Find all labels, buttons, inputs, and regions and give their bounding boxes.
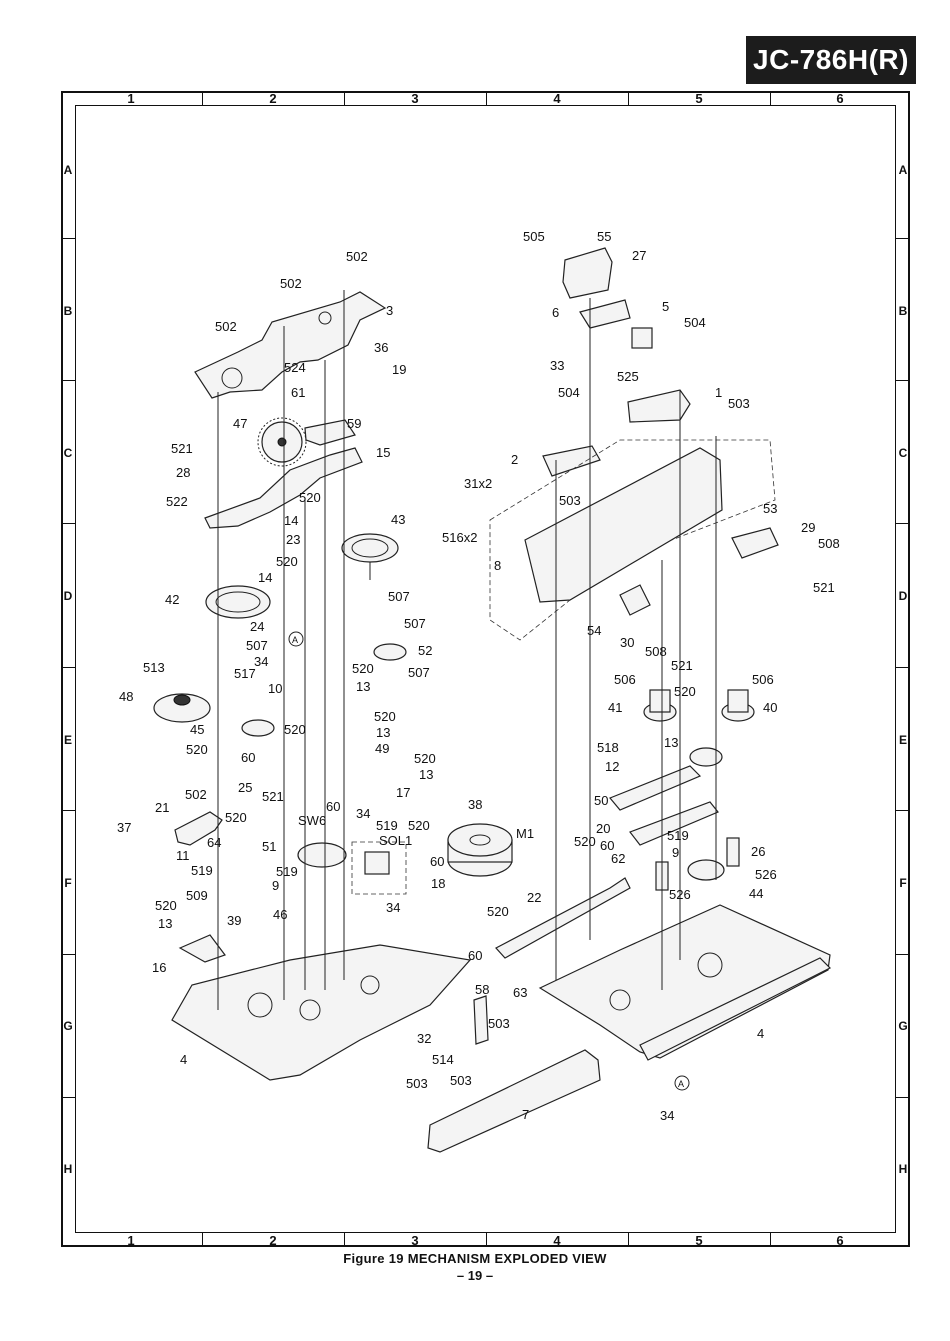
part-label-44: 44 bbox=[749, 886, 764, 901]
grid-row-left-C: C bbox=[63, 446, 73, 460]
part-label-507: 507 bbox=[404, 616, 426, 631]
disc-52-part bbox=[374, 644, 406, 660]
grid-row-left-G: G bbox=[63, 1019, 73, 1033]
grid-row-left-H: H bbox=[63, 1162, 73, 1176]
grid-row-right-B: B bbox=[898, 304, 908, 318]
part-label-505: 505 bbox=[523, 229, 545, 244]
figure-caption: Figure 19 MECHANISM EXPLODED VIEW bbox=[343, 1251, 607, 1266]
part-label-520: 520 bbox=[155, 898, 177, 913]
part-label-520: 520 bbox=[284, 722, 306, 737]
part-label-37: 37 bbox=[117, 820, 132, 835]
grid-col-top-5: 5 bbox=[695, 91, 703, 106]
part-label-31x2: 31x2 bbox=[464, 476, 493, 491]
grid-row-left-A: A bbox=[63, 163, 73, 177]
part-5 bbox=[632, 328, 652, 348]
part-label-502: 502 bbox=[185, 787, 207, 802]
part-label-A: A bbox=[678, 1079, 685, 1089]
part-label-53: 53 bbox=[763, 501, 778, 516]
part-2 bbox=[543, 446, 600, 476]
part-label-11: 11 bbox=[176, 848, 190, 863]
part-label-520: 520 bbox=[487, 904, 509, 919]
part-label-503: 503 bbox=[406, 1076, 428, 1091]
part-label-15: 15 bbox=[376, 445, 391, 460]
part-label-508: 508 bbox=[645, 644, 667, 659]
part-label-502: 502 bbox=[346, 249, 368, 264]
part-label-26: 26 bbox=[751, 844, 766, 859]
part-label-42: 42 bbox=[165, 592, 180, 607]
part-label-34: 34 bbox=[356, 806, 371, 821]
part-label-519: 519 bbox=[191, 863, 213, 878]
grid-col-top-2: 2 bbox=[269, 91, 277, 106]
part-label-517: 517 bbox=[234, 666, 256, 681]
grid-col-bottom-2: 2 bbox=[269, 1233, 277, 1248]
part-label-16: 16 bbox=[152, 960, 167, 975]
part-label-508: 508 bbox=[818, 536, 840, 551]
part-label-520: 520 bbox=[225, 810, 247, 825]
part-label-514: 514 bbox=[432, 1052, 454, 1067]
part-label-516x2: 516x2 bbox=[442, 530, 478, 545]
grid-col-bottom-5: 5 bbox=[695, 1233, 703, 1248]
part-label-522: 522 bbox=[166, 494, 188, 509]
part-label-54: 54 bbox=[587, 623, 602, 638]
part-label-506: 506 bbox=[752, 672, 774, 687]
grid-col-bottom-1: 1 bbox=[127, 1233, 135, 1248]
part-label-520: 520 bbox=[276, 554, 298, 569]
top-plate-part bbox=[195, 292, 385, 398]
part-label-13: 13 bbox=[356, 679, 371, 694]
grid-row-right-G: G bbox=[898, 1019, 908, 1033]
part-label-502: 502 bbox=[215, 319, 237, 334]
part-label-520: 520 bbox=[352, 661, 374, 676]
part-label-20: 20 bbox=[596, 821, 611, 836]
part-label-61: 61 bbox=[291, 385, 306, 400]
page-number: – 19 – bbox=[456, 1268, 494, 1283]
model-number-badge: JC-786H(R) bbox=[746, 36, 916, 84]
grid-col-bottom-4: 4 bbox=[553, 1233, 561, 1248]
part-label-507: 507 bbox=[408, 665, 430, 680]
part-label-52: 52 bbox=[418, 643, 433, 658]
part-label-520: 520 bbox=[574, 834, 596, 849]
part-label-2: 2 bbox=[511, 452, 519, 467]
part-label-9: 9 bbox=[672, 845, 680, 860]
part-label-503: 503 bbox=[728, 396, 750, 411]
part-label-46: 46 bbox=[273, 907, 288, 922]
part-label-34: 34 bbox=[660, 1108, 675, 1123]
part-label-521: 521 bbox=[813, 580, 835, 595]
grid-col-top-1: 1 bbox=[127, 91, 135, 106]
part-label-519: 519 bbox=[276, 864, 298, 879]
part-label-503: 503 bbox=[488, 1016, 510, 1031]
part-label-M1: M1 bbox=[516, 826, 535, 841]
part-label-18: 18 bbox=[431, 876, 446, 891]
grid-row-right-E: E bbox=[898, 733, 907, 747]
part-label-521: 521 bbox=[171, 441, 193, 456]
part-label-14: 14 bbox=[284, 513, 299, 528]
part-label-49: 49 bbox=[375, 741, 390, 756]
part-label-17: 17 bbox=[396, 785, 411, 800]
grid-col-bottom-6: 6 bbox=[836, 1233, 844, 1248]
part-label-7: 7 bbox=[522, 1107, 530, 1122]
part-label-526: 526 bbox=[669, 887, 691, 902]
part-label-23: 23 bbox=[286, 532, 301, 547]
part-label-60: 60 bbox=[468, 948, 483, 963]
part-label-5: 5 bbox=[662, 299, 670, 314]
part-label-22: 22 bbox=[527, 890, 542, 905]
part-label-13: 13 bbox=[376, 725, 391, 740]
part-label-51: 51 bbox=[262, 839, 277, 854]
part-label-60: 60 bbox=[600, 838, 615, 853]
part-label-14: 14 bbox=[258, 570, 273, 585]
part-label-41: 41 bbox=[608, 700, 623, 715]
part-label-12: 12 bbox=[605, 759, 620, 774]
gear-part bbox=[690, 748, 722, 766]
head-55-part bbox=[563, 248, 612, 298]
part-label-36: 36 bbox=[374, 340, 389, 355]
part-label-48: 48 bbox=[119, 689, 134, 704]
part-label-513: 513 bbox=[143, 660, 165, 675]
part-label-526: 526 bbox=[755, 867, 777, 882]
rail-22-part bbox=[496, 878, 630, 958]
part-label-503: 503 bbox=[559, 493, 581, 508]
part-label-19: 19 bbox=[392, 362, 407, 377]
solenoid-part bbox=[365, 852, 389, 874]
part-label-60: 60 bbox=[241, 750, 256, 765]
part-label-509: 509 bbox=[186, 888, 208, 903]
part-label-27: 27 bbox=[632, 248, 647, 263]
part-label-13: 13 bbox=[419, 767, 434, 782]
part-label-518: 518 bbox=[597, 740, 619, 755]
grid-col-top-6: 6 bbox=[836, 91, 844, 106]
grid-row-right-A: A bbox=[898, 163, 908, 177]
chassis-left-part bbox=[172, 945, 470, 1080]
part-label-50: 50 bbox=[594, 793, 609, 808]
part-label-9: 9 bbox=[272, 878, 280, 893]
part-label-519: 519 bbox=[376, 818, 398, 833]
part-label-6: 6 bbox=[552, 305, 560, 320]
part-label-45: 45 bbox=[190, 722, 205, 737]
part-label-62: 62 bbox=[611, 851, 626, 866]
plate-50-part bbox=[610, 766, 700, 810]
grid-col-bottom-3: 3 bbox=[411, 1233, 419, 1248]
part-label-1: 1 bbox=[715, 385, 723, 400]
part-label-63: 63 bbox=[513, 985, 528, 1000]
part-label-24: 24 bbox=[250, 619, 265, 634]
part-label-39: 39 bbox=[227, 913, 242, 928]
part-label-34: 34 bbox=[386, 900, 401, 915]
part-label-34: 34 bbox=[254, 654, 269, 669]
part-label-13: 13 bbox=[664, 735, 679, 750]
grid-row-right-D: D bbox=[898, 589, 908, 603]
part-label-525: 525 bbox=[617, 369, 639, 384]
reel-45-part bbox=[242, 720, 274, 736]
part-label-13: 13 bbox=[158, 916, 173, 931]
part-54 bbox=[620, 585, 650, 615]
grid-row-left-F: F bbox=[64, 876, 72, 890]
part-label-SOL1: SOL1 bbox=[379, 833, 413, 848]
part-label-60: 60 bbox=[326, 799, 341, 814]
part-label-524: 524 bbox=[284, 360, 306, 375]
part-label-519: 519 bbox=[667, 828, 689, 843]
part-label-33: 33 bbox=[550, 358, 565, 373]
part-label-55: 55 bbox=[597, 229, 612, 244]
part-label-58: 58 bbox=[475, 982, 490, 997]
part-label-10: 10 bbox=[268, 681, 283, 696]
part-label-64: 64 bbox=[207, 835, 222, 850]
grid-row-left-E: E bbox=[63, 733, 72, 747]
part-label-520: 520 bbox=[408, 818, 430, 833]
part-label-507: 507 bbox=[246, 638, 268, 653]
part-label-520: 520 bbox=[299, 490, 321, 505]
flywheel-43-part bbox=[342, 534, 398, 562]
part-label-4: 4 bbox=[757, 1026, 765, 1041]
grid-col-top-4: 4 bbox=[553, 91, 561, 106]
part-label-521: 521 bbox=[671, 658, 693, 673]
gear-44-part bbox=[688, 860, 724, 880]
part-label-SW6: SW6 bbox=[298, 813, 327, 828]
part-label-29: 29 bbox=[801, 520, 816, 535]
spring-26 bbox=[727, 838, 739, 866]
part-label-3: 3 bbox=[386, 303, 394, 318]
part-label-30: 30 bbox=[620, 635, 635, 650]
part-label-40: 40 bbox=[763, 700, 778, 715]
part-label-504: 504 bbox=[684, 315, 706, 330]
rail-7-part bbox=[428, 1050, 600, 1152]
grid-row-left-D: D bbox=[63, 589, 73, 603]
part-label-520: 520 bbox=[674, 684, 696, 699]
part-label-28: 28 bbox=[176, 465, 191, 480]
part-label-4: 4 bbox=[180, 1052, 188, 1067]
part-label-59: 59 bbox=[347, 416, 362, 431]
part-label-521: 521 bbox=[262, 789, 284, 804]
head-block-1-part bbox=[628, 390, 690, 422]
part-label-32: 32 bbox=[417, 1031, 432, 1046]
grid-row-right-H: H bbox=[898, 1162, 908, 1176]
part-53 bbox=[732, 528, 778, 558]
part-label-520: 520 bbox=[414, 751, 436, 766]
part-label-43: 43 bbox=[391, 512, 406, 527]
part-label-60: 60 bbox=[430, 854, 445, 869]
part-label-520: 520 bbox=[374, 709, 396, 724]
grid-row-right-C: C bbox=[898, 446, 908, 460]
part-label-520: 520 bbox=[186, 742, 208, 757]
part-label-504: 504 bbox=[558, 385, 580, 400]
part-label-507: 507 bbox=[388, 589, 410, 604]
part-label-47: 47 bbox=[233, 416, 248, 431]
grid-col-top-3: 3 bbox=[411, 91, 419, 106]
strip-58-part bbox=[474, 996, 488, 1044]
part-label-503: 503 bbox=[450, 1073, 472, 1088]
bracket-6-part bbox=[580, 300, 630, 328]
part-label-506: 506 bbox=[614, 672, 636, 687]
part-label-8: 8 bbox=[494, 558, 502, 573]
part-label-21: 21 bbox=[155, 800, 170, 815]
part-label-38: 38 bbox=[468, 797, 483, 812]
part-label-25: 25 bbox=[238, 780, 253, 795]
part-label-A: A bbox=[292, 635, 299, 645]
part-label-502: 502 bbox=[280, 276, 302, 291]
grid-row-left-B: B bbox=[63, 304, 73, 318]
grid-row-right-F: F bbox=[899, 876, 907, 890]
